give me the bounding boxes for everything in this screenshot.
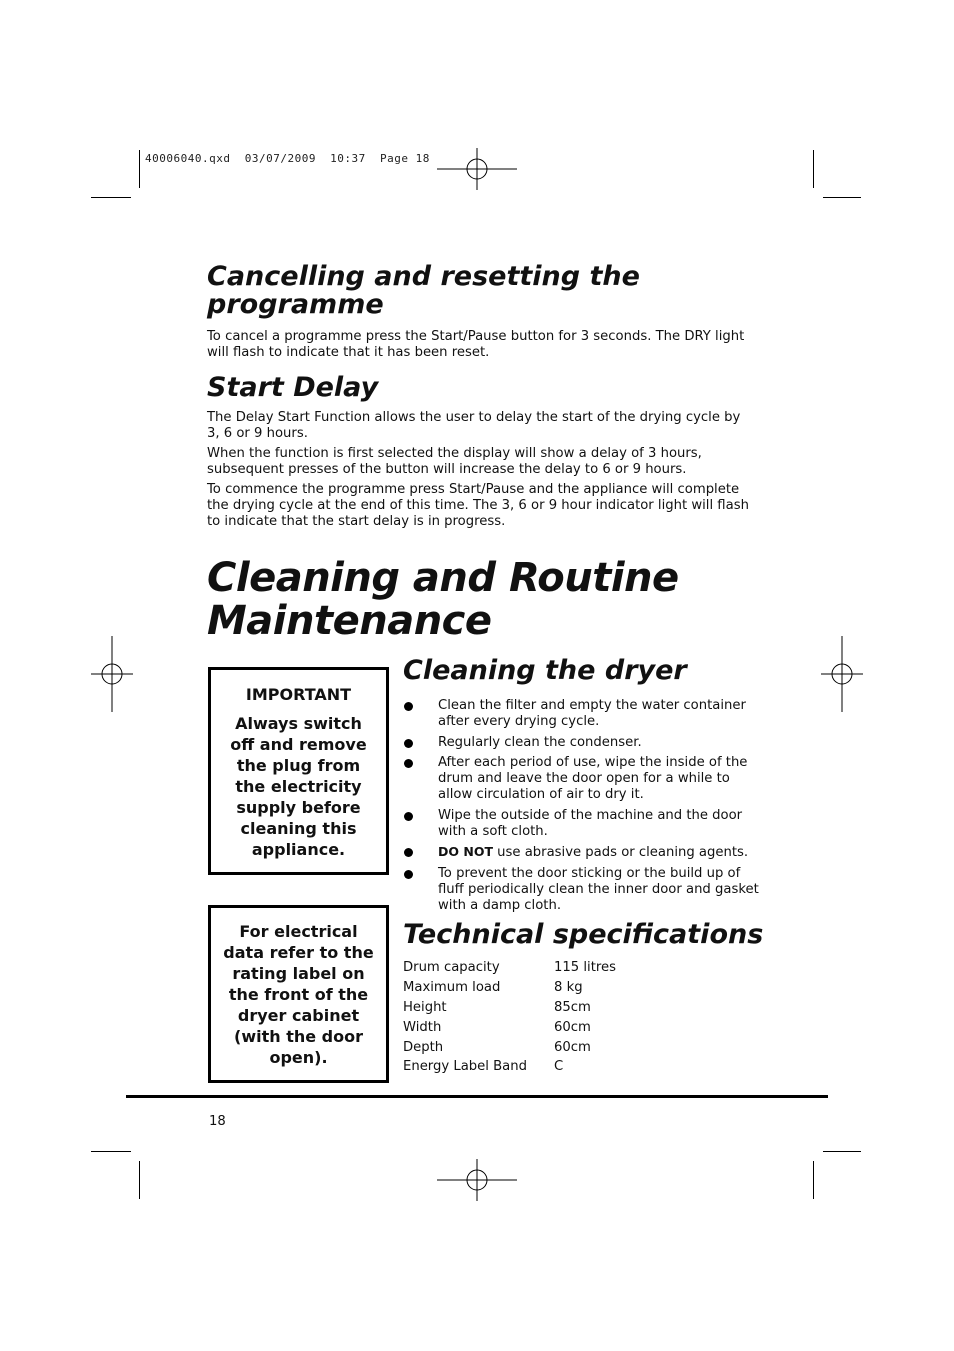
- cancel-paragraph: To cancel a programme press the Start/Pause button for 3 seconds. The DRY light will flash to indicate that it has been reset.: [207, 329, 745, 360]
- main-title-line1: Cleaning and Routine: [207, 555, 679, 601]
- start-delay-heading: Start Delay: [207, 372, 379, 403]
- start-delay-paragraph-2: When the function is first selected the display will show a delay of 3 hours, subsequent presses of the button will increase the delay to 6 or 9 hours.: [207, 446, 702, 477]
- list-item: Clean the filter and empty the water container after every drying cycle.: [403, 698, 763, 730]
- bullet-icon: [404, 812, 413, 821]
- bullet-icon: [404, 739, 413, 748]
- cleaning-heading: Cleaning the dryer: [403, 655, 687, 686]
- cancel-heading-line2: programme: [207, 289, 384, 320]
- table-row: Drum capacity 115 litres: [403, 960, 616, 975]
- table-row: Width 60cm: [403, 1019, 591, 1035]
- important-text: Always switch off and remove the plug from the electricity supply before cleaning this appliance.: [230, 714, 367, 859]
- registration-mark-right-icon: [821, 636, 863, 712]
- cleaning-list: [403, 698, 763, 914]
- important-label: IMPORTANT: [245, 685, 352, 704]
- table-row: Energy Label Band C: [403, 1059, 564, 1075]
- list-item: To prevent the door sticking or the build up of fluff periodically clean the inner door and gasket with a damp cloth.: [403, 866, 763, 914]
- table-row: Depth 60cm: [403, 1039, 591, 1055]
- bullet-icon: [404, 702, 413, 711]
- cancel-section: [207, 263, 757, 365]
- registration-mark-left-icon: [91, 636, 133, 712]
- start-delay-paragraph-1: The Delay Start Function allows the user to delay the start of the drying cycle by 3, 6 or 9 hours.: [207, 410, 741, 441]
- electrical-data-text: For electrical data refer to the rating label on the front of the dryer cabinet (with the door open).: [223, 922, 374, 1067]
- table-row: Maximum load 8 kg: [403, 979, 583, 995]
- page-number: 18: [209, 1114, 226, 1129]
- bullet-icon: [404, 759, 413, 768]
- list-item: After each period of use, wipe the inside of the drum and leave the door open for a while to allow circulation of air to dry it.: [403, 755, 763, 803]
- start-delay-section: [207, 374, 757, 534]
- print-slug: 40006040.qxd 03/07/2009 10:37 Page 18: [145, 152, 430, 165]
- list-item: Wipe the outside of the machine and the door with a soft cloth.: [403, 808, 763, 840]
- do-not-label: DO NOT: [438, 844, 493, 859]
- main-title: [207, 557, 807, 643]
- cancel-heading: [207, 263, 757, 319]
- main-title-line2: Maintenance: [207, 598, 492, 644]
- tech-spec-heading: Technical specifications: [403, 919, 764, 950]
- tech-spec-table: [403, 960, 616, 1079]
- list-item: Regularly clean the condenser.: [403, 735, 763, 751]
- registration-mark-top-icon: [437, 148, 517, 190]
- list-item: DO NOT use abrasive pads or cleaning agents.: [403, 844, 763, 861]
- footer-rule: [126, 1095, 828, 1098]
- registration-mark-bottom-icon: [437, 1159, 517, 1201]
- important-notice-box: [208, 667, 389, 875]
- start-delay-paragraph-3: To commence the programme press Start/Pause and the appliance will complete the drying cycle at the end of this time. The 3, 6 or 9 hour indicator light will flash to indicate that the start delay is in progress.: [207, 482, 749, 529]
- bullet-icon: [404, 870, 413, 879]
- cleaning-section: [403, 657, 763, 918]
- table-row: Height 85cm: [403, 999, 591, 1015]
- cancel-heading-line1: Cancelling and resetting the: [207, 261, 640, 292]
- electrical-data-box: [208, 905, 389, 1083]
- bullet-icon: [404, 848, 413, 857]
